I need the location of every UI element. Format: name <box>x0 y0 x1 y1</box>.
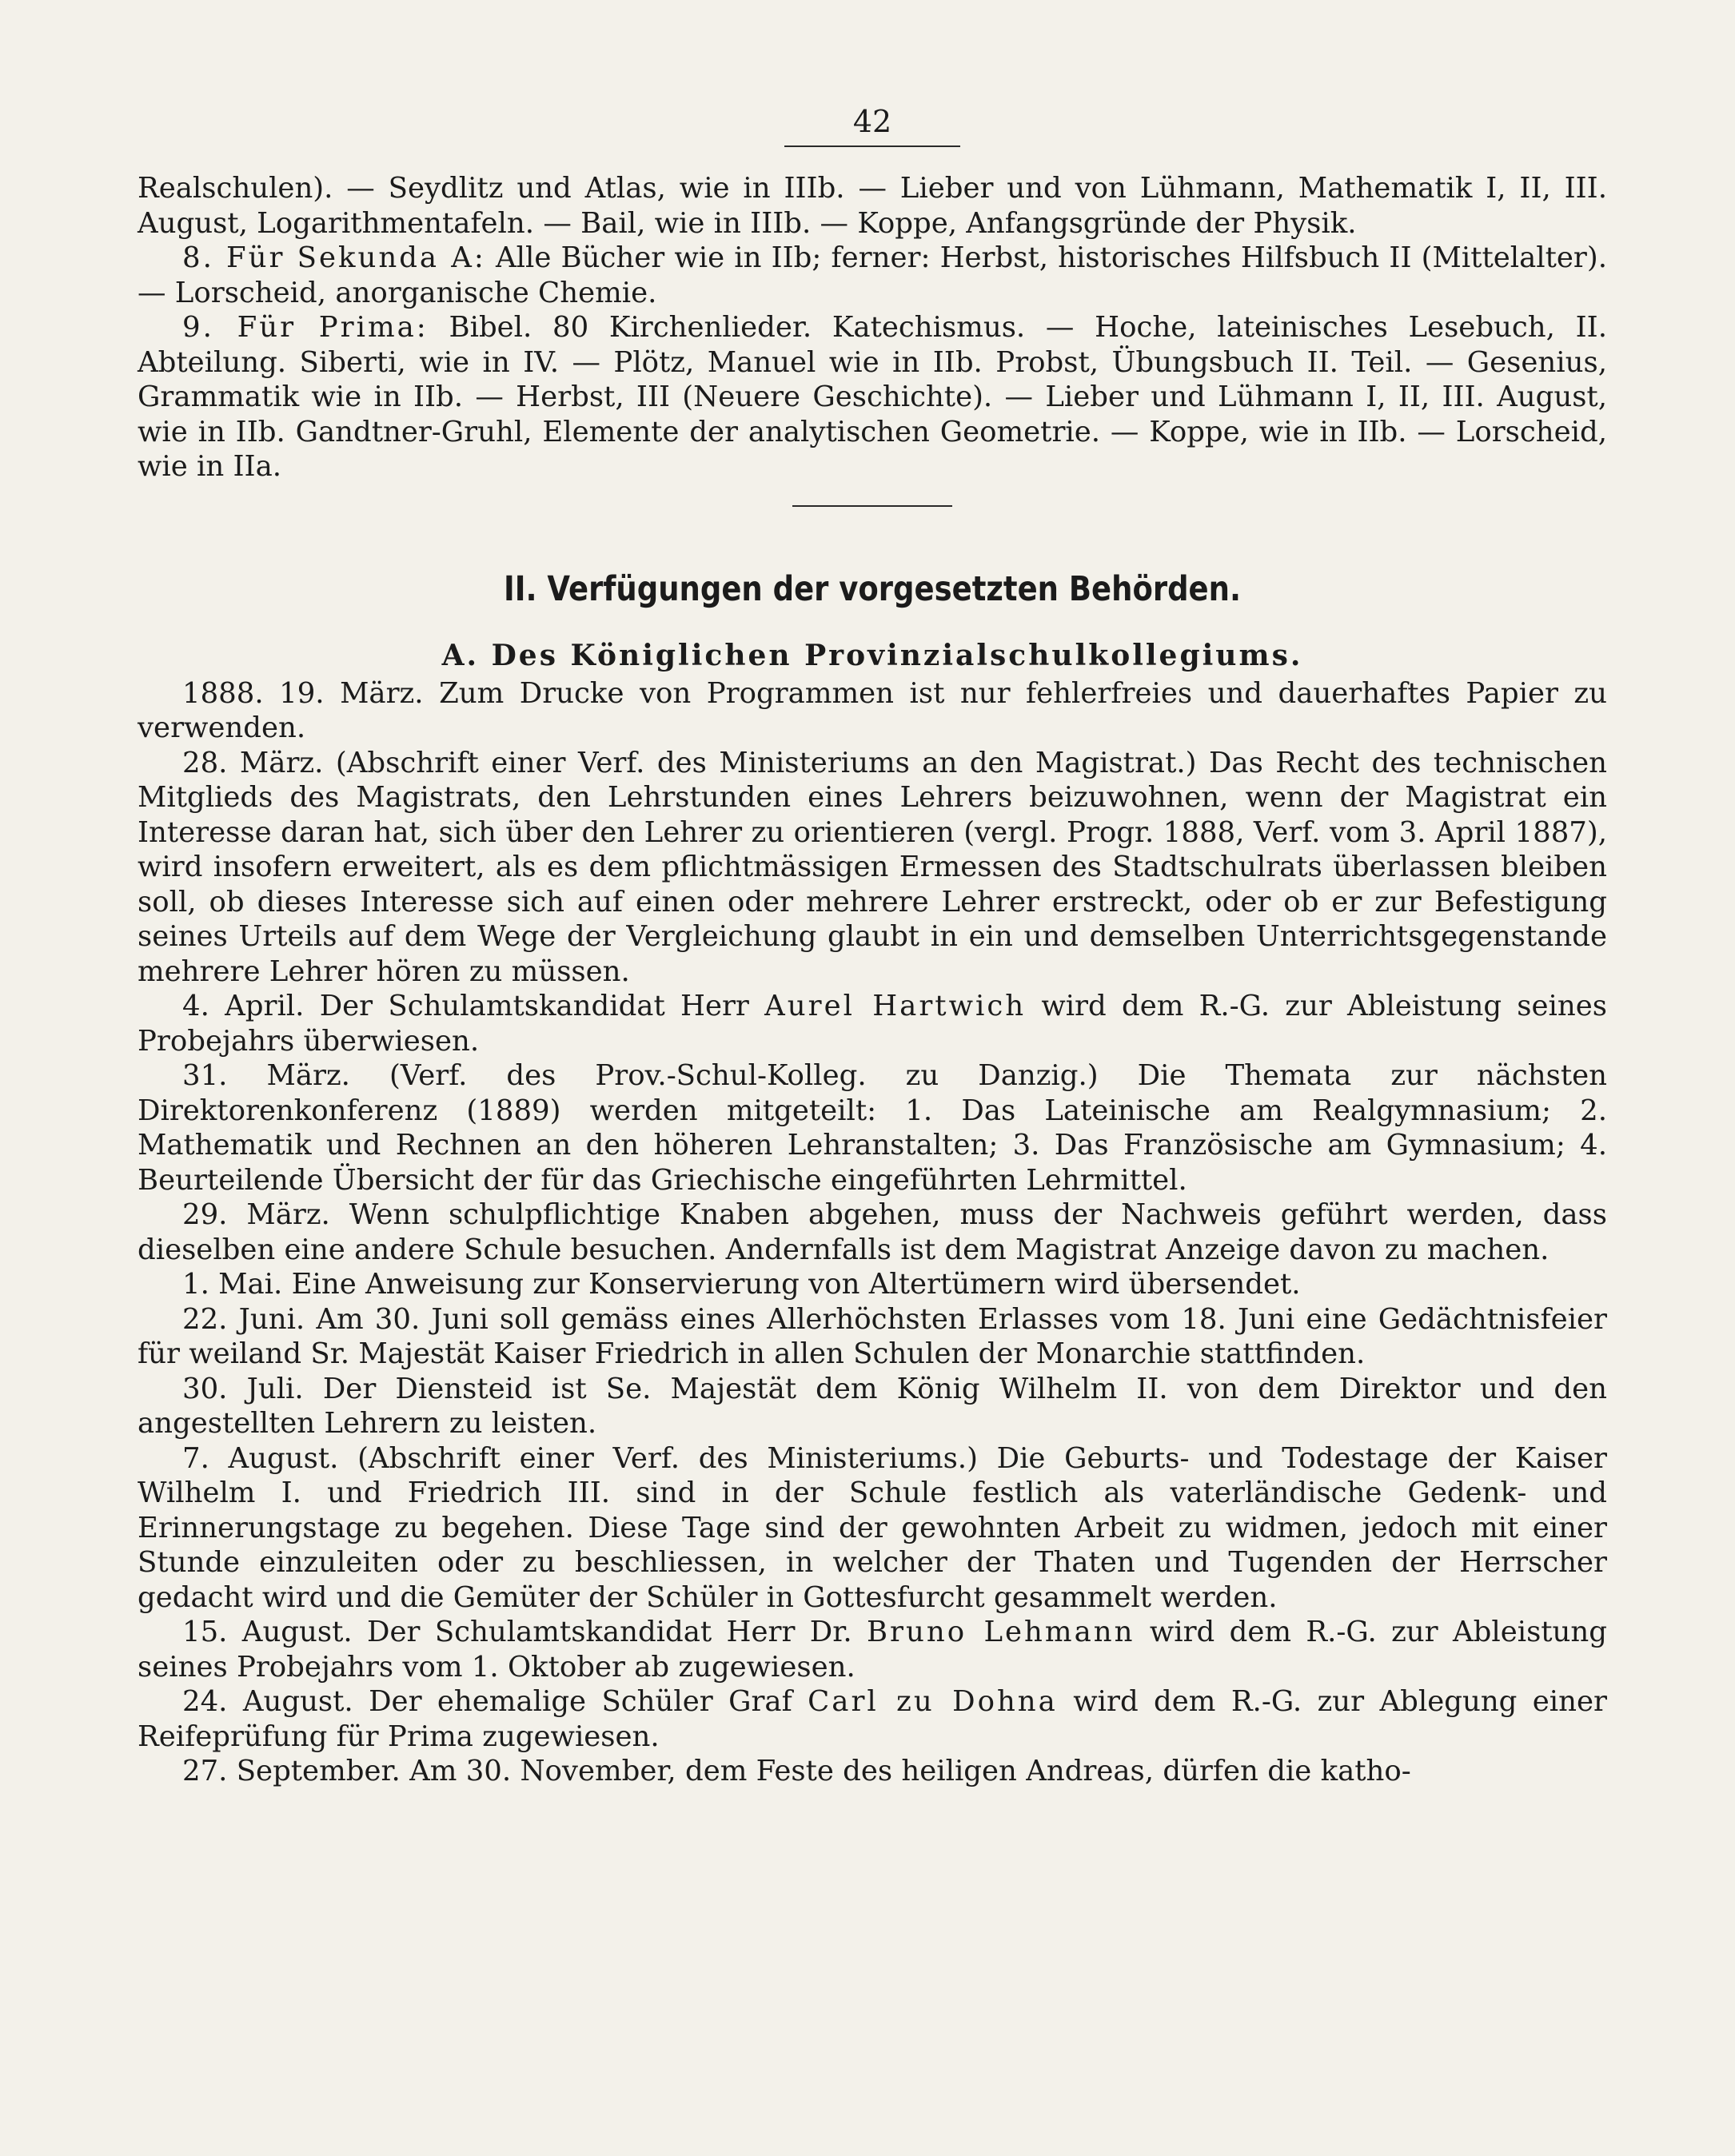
person-name: Bruno Lehmann <box>866 1616 1135 1648</box>
entry-text: Am 30. Juni soll gemäss eines Allerhöchsten Erlasses vom 18. Juni eine Gedächtnisfeier für weiland Sr. Majestät Kaiser Friedrich in allen Schulen der Monarchie stattfinden. <box>138 1302 1607 1370</box>
entry-text: (Abschrift einer Verf. des Ministeriums an den Magistrat.) Das Recht des technischen Mitglieds des Magistrats, den Lehrstunden eines Lehrers beizuwohnen, wenn der Magistrat ein Interesse daran hat, sich über den Lehrer zu orientieren (vergl. Progr. 1888, Verf. vom 3. April 1887), wird insofern erweitert, als es dem pflichtmässigen Ermessen des Stadtschulrats überlassen bleiben soll, ob dieses Interesse sich auf einen oder mehrere Lehrer erstreckt, oder ob er zur Befestigung seines Urteils auf dem Wege der Vergleichung glaubt in ein und demselben Unterrichtsgegenstande mehrere Lehrer hören zu müssen. <box>138 746 1607 988</box>
decree-entry <box>138 676 1607 746</box>
entry-date: 1. Mai. <box>182 1268 283 1301</box>
entry-date: 15. August. <box>182 1616 353 1648</box>
person-name: Aurel Hartwich <box>764 990 1027 1022</box>
entry-date: 28. März. <box>182 746 324 779</box>
entry-text: wird dem R.-G. zur Ableistung seines Probejahrs überwiesen. <box>138 990 1607 1058</box>
entry-text: (Verf. des Prov.-Schul-Kolleg. zu Danzig.) Die Themata zur nächsten Direktorenkonferenz (1889) werden mitgeteilt: 1. Das Lateinische am Realgymnasium; 2. Mathematik und Rechnen an den höheren Lehranstalten; 3. Das Französische am Gymnasium; 4. Beurteilende Übersicht der für das Griechische eingeführten Lehrmittel. <box>138 1059 1607 1197</box>
decree-entry <box>138 1441 1607 1616</box>
decree-entry <box>138 1058 1607 1198</box>
decree-entry <box>138 1198 1607 1267</box>
entry-text: Der ehemalige Schüler Graf <box>369 1685 792 1718</box>
entry-date: 29. März. <box>182 1198 330 1231</box>
entry-text: Der Schulamtskandidat Herr Dr. <box>367 1616 852 1648</box>
section-title: II. Verfügungen der vorgesetzten Behörden. <box>503 568 1242 609</box>
entry-date: 27. September. <box>182 1755 401 1787</box>
class-label: 9. Für Prima: <box>182 311 429 344</box>
decree-entry <box>138 1302 1607 1372</box>
book-list-paragraph <box>138 241 1607 310</box>
entry-date: 31. März. <box>182 1059 350 1092</box>
entry-date: 30. Juli. <box>182 1372 304 1405</box>
document-page <box>138 104 1607 1789</box>
class-label: 8. Für Sekunda A: <box>182 241 486 274</box>
entry-date: 7. August. <box>182 1441 339 1475</box>
section-divider <box>792 505 952 507</box>
entry-date: 1888. 19. März. <box>182 676 424 710</box>
page-number: 42 <box>852 104 892 139</box>
header-rule <box>784 145 960 147</box>
entry-text: wird dem R.-G. zur Ablegung einer Reifeprüfung für Prima zugewiesen. <box>138 1685 1607 1753</box>
entry-text: Wenn schulpflichtige Knaben abgehen, muss der Nachweis geführt werden, dass dieselben eine andere Schule besuchen. Andernfalls ist dem Magistrat Anzeige davon zu machen. <box>138 1198 1607 1266</box>
entry-text: Der Schulamtskandidat Herr <box>319 990 749 1022</box>
entry-text: Eine Anweisung zur Konservierung von Altertümern wird übersendet. <box>291 1268 1301 1301</box>
entry-date: 4. April. <box>182 990 305 1022</box>
entry-text: Der Diensteid ist Se. Majestät dem König Wilhelm II. von dem Direktor und den angestellten Lehrern zu leisten. <box>138 1372 1608 1440</box>
entry-text: Am 30. November, dem Feste des heiligen Andreas, dürfen die katho- <box>409 1755 1411 1787</box>
decree-entry <box>138 746 1607 990</box>
decree-entry <box>138 1754 1607 1789</box>
decree-entry <box>138 1372 1607 1441</box>
entry-text: (Abschrift einer Verf. des Ministeriums.) Die Geburts- und Todestage der Kaiser Wilhelm I. und Friedrich III. sind in der Schule festlich als vaterländische Gedenk- und Erinnerungstage zu begehen. Diese Tage sind der gewohnten Arbeit zu widmen, jedoch mit einer Stunde einzuleiten oder zu beschliessen, in welcher der Thaten und Tugenden der Herrscher gedacht wird und die Gemüter der Schüler in Gottesfurcht gesammelt werden. <box>138 1441 1607 1614</box>
decree-entry <box>138 1684 1607 1754</box>
entry-date: 22. Juni. <box>182 1302 305 1336</box>
decree-entry <box>138 989 1607 1058</box>
book-list-paragraph <box>138 310 1607 484</box>
book-list-text: Realschulen). — Seydlitz und Atlas, wie in IIIb. — Lieber und von Lühmann, Mathematik I, II, III. August, Logarithmentafeln. — Bail, wie in IIIb. — Koppe, Anfangsgründe der Physik. <box>138 172 1607 240</box>
decree-entry <box>138 1615 1607 1684</box>
entry-text: wird dem R.-G. zur Ableistung seines Probejahrs vom 1. Oktober ab zugewiesen. <box>138 1616 1607 1684</box>
book-list-text: Alle Bücher wie in IIb; ferner: Herbst, historisches Hilfsbuch II (Mittelalter). — Lorscheid, anorganische Chemie. <box>138 241 1607 309</box>
person-name: Carl zu Dohna <box>808 1685 1058 1718</box>
entry-text: Zum Drucke von Programmen ist nur fehlerfreies und dauerhaftes Papier zu verwenden. <box>138 676 1607 744</box>
decree-entry <box>138 1267 1607 1302</box>
book-list-text: Bibel. 80 Kirchenlieder. Katechismus. — Hoche, lateinisches Lesebuch, II. Abteilung. Siberti, wie in IV. — Plötz, Manuel wie in IIb. Probst, Übungsbuch II. Teil. — Gesenius, Grammatik wie in IIb. — Herbst, III (Neuere Geschichte). — Lieber und Lühmann I, II, III. August, wie in IIb. Gandtner-Gruhl, Elemente der analytischen Geometrie. — Koppe, wie in IIb. — Lorscheid, wie in IIa. <box>138 311 1607 483</box>
subsection-title: A. Des Königlichen Provinzialschulkollegiums. <box>441 638 1303 672</box>
entry-date: 24. August. <box>182 1685 353 1718</box>
book-list-paragraph <box>138 171 1607 241</box>
